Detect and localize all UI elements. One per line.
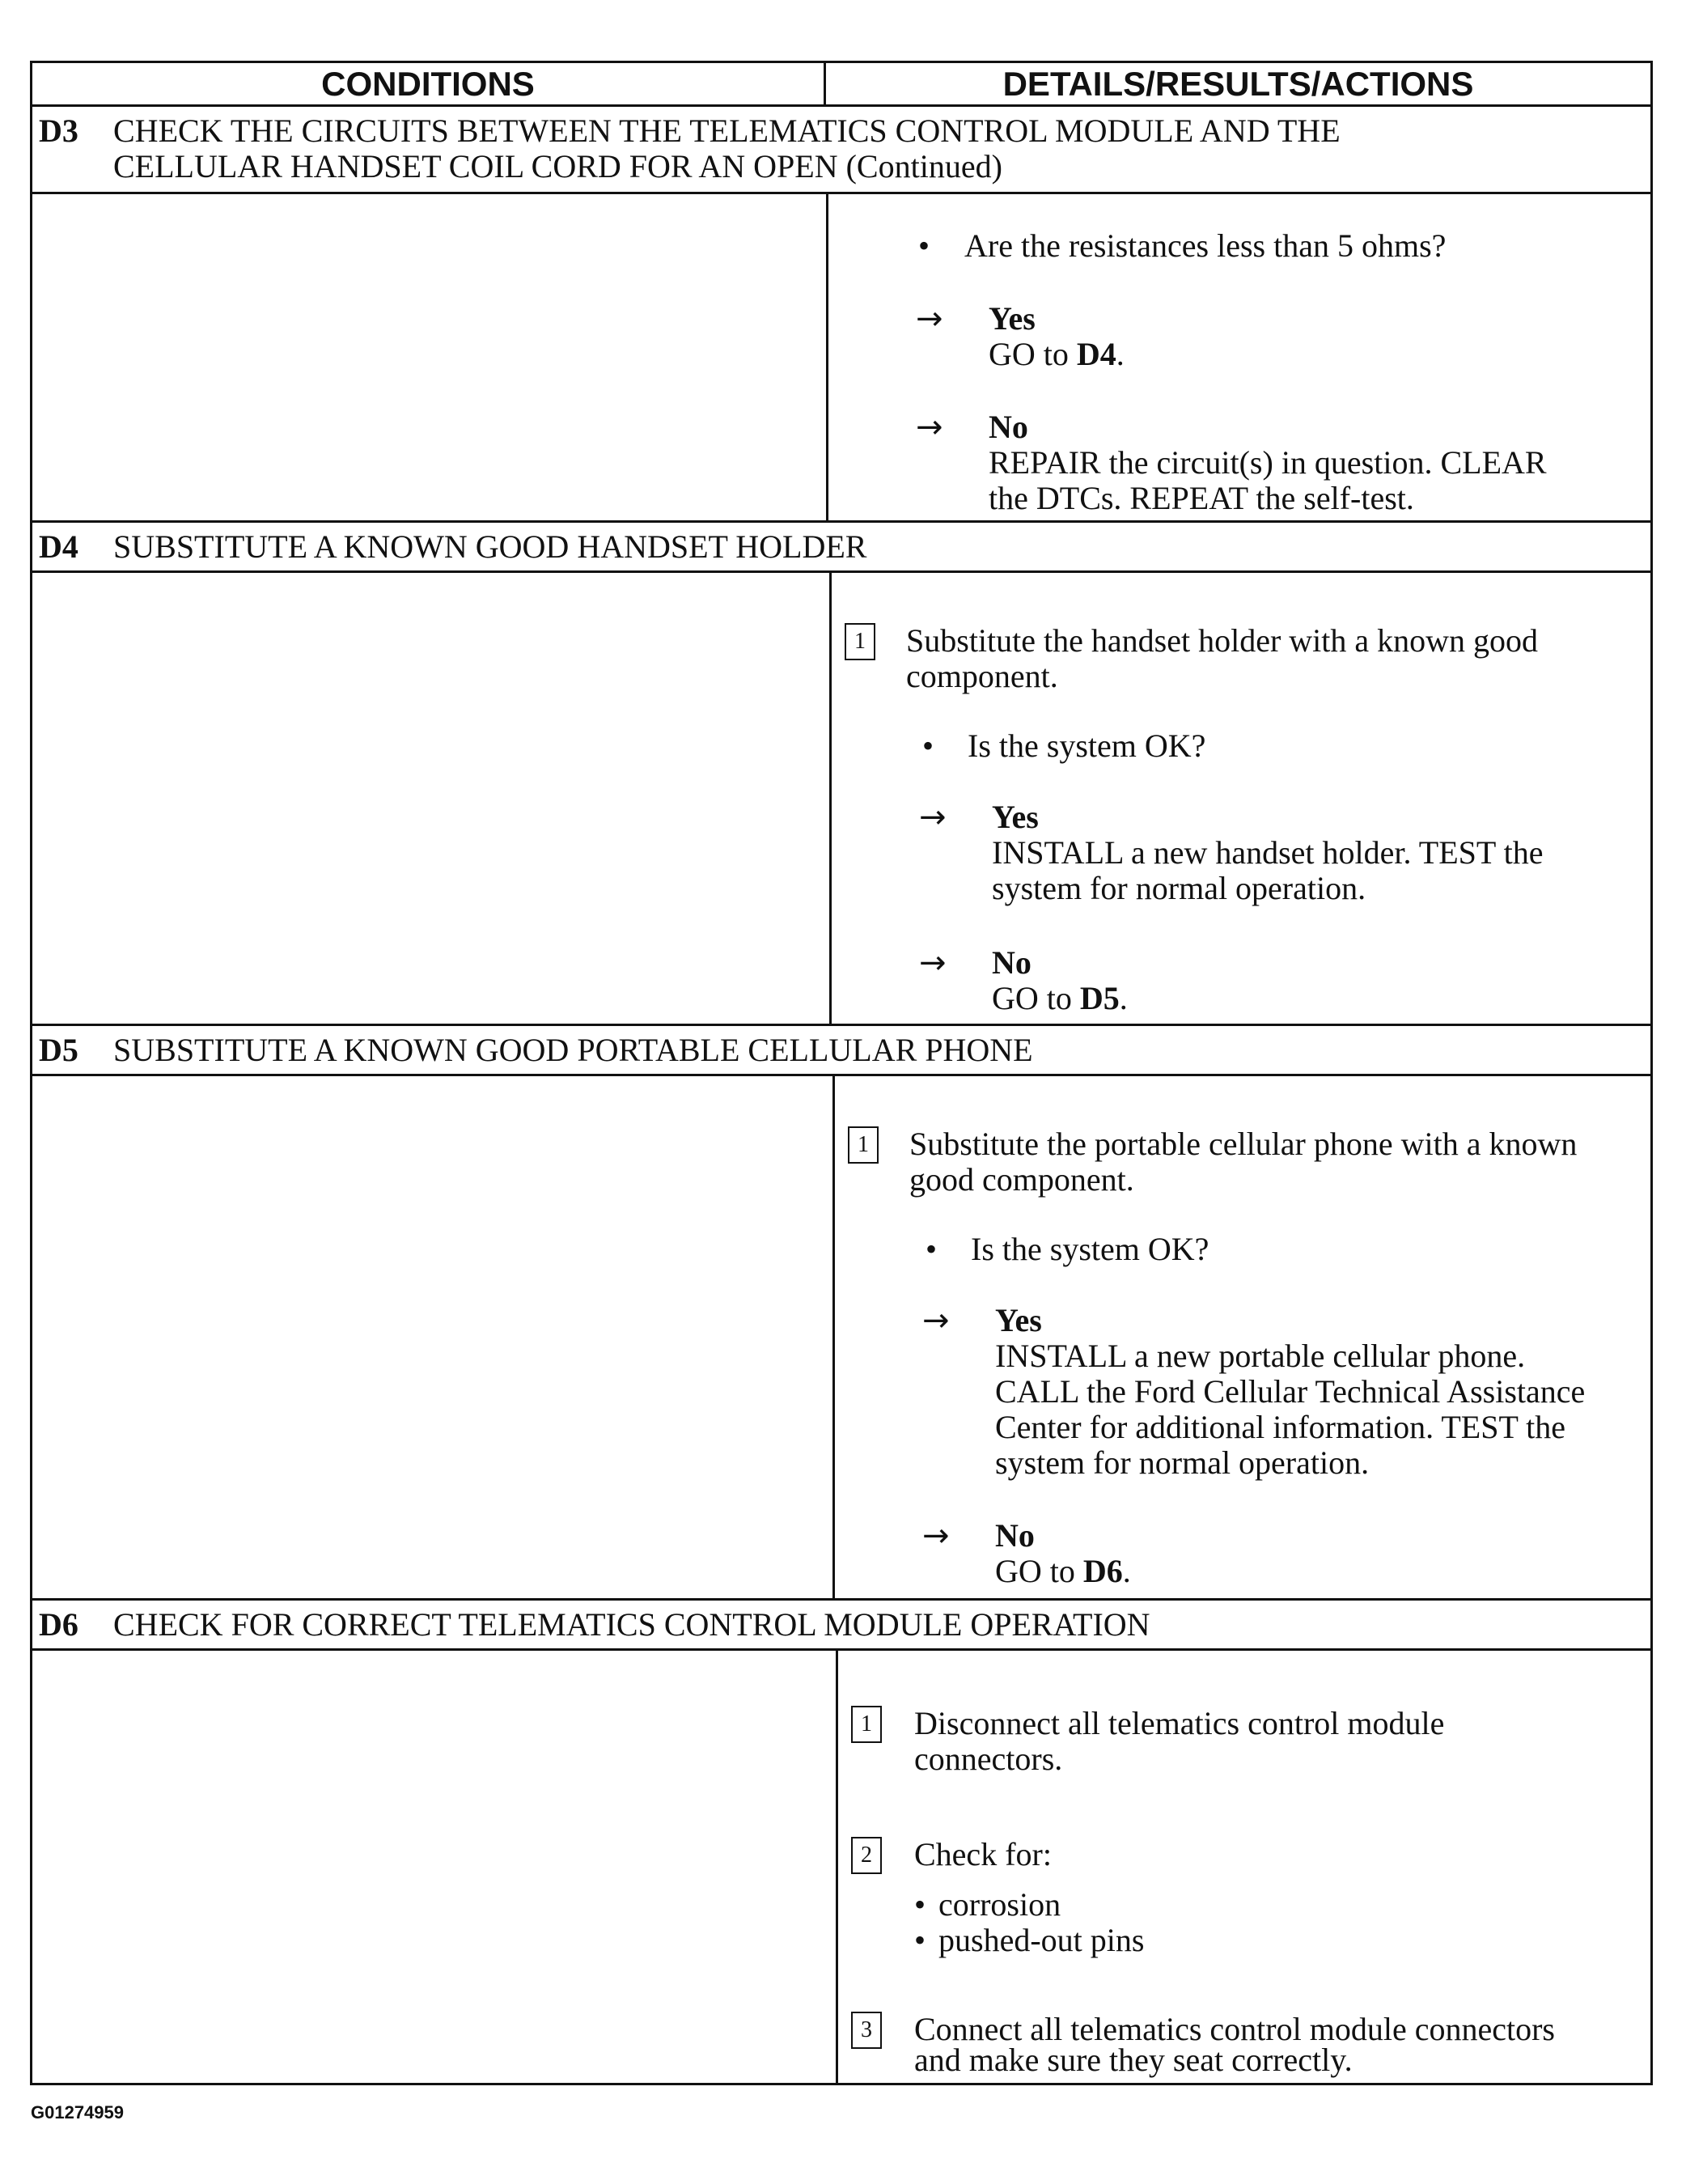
d6-step3-line2: and make sure they seat correctly. (914, 2042, 1353, 2078)
section-d5-body (32, 1076, 1650, 1601)
d6-title: CHECK FOR CORRECT TELEMATICS CONTROL MODULE OPERATION (113, 1606, 1150, 1643)
d5-yes-line4: system for normal operation. (995, 1444, 1370, 1481)
column-divider (826, 194, 828, 520)
arrow-right-icon: → (922, 1517, 950, 1554)
d4-yes-line1: INSTALL a new handset holder. TEST the (992, 834, 1544, 871)
bullet-icon: • (922, 727, 934, 764)
step-number-box: 1 (848, 1126, 879, 1164)
arrow-right-icon: → (922, 1302, 950, 1339)
d5-question: Is the system OK? (971, 1231, 1209, 1267)
d3-no-line2: the DTCs. REPEAT the self-test. (989, 480, 1414, 516)
section-d4-body (32, 573, 1650, 1026)
step-code-d6: D6 (39, 1606, 78, 1643)
d3-yes-action: GO to D4. (989, 336, 1125, 372)
d6-check-item: corrosion (938, 1886, 1061, 1923)
header-conditions: CONDITIONS (32, 63, 826, 104)
d6-step2-text: Check for: (914, 1836, 1052, 1872)
d6-step3-line1: Connect all telematics control module connectors (914, 2011, 1555, 2047)
d5-step1-line2: good component. (909, 1161, 1134, 1198)
d3-yes-label: Yes (989, 300, 1036, 337)
d4-title: SUBSTITUTE A KNOWN GOOD HANDSET HOLDER (113, 528, 867, 565)
table-header (32, 63, 1650, 107)
section-d5-title (32, 1026, 1650, 1076)
d5-title: SUBSTITUTE A KNOWN GOOD PORTABLE CELLULAR PHONE (113, 1032, 1033, 1068)
diagnostic-table (30, 61, 1653, 2085)
d6-step1-line2: connectors. (914, 1741, 1063, 1777)
step-number-box: 3 (851, 2012, 882, 2049)
d4-step1-line2: component. (906, 658, 1058, 694)
arrow-right-icon: → (919, 944, 947, 982)
d5-step1-line1: Substitute the portable cellular phone with a known (909, 1126, 1578, 1162)
d3-no-label: No (989, 409, 1028, 445)
d5-yes-line2: CALL the Ford Cellular Technical Assistance (995, 1373, 1586, 1410)
d5-yes-line1: INSTALL a new portable cellular phone. (995, 1338, 1526, 1374)
d4-question: Is the system OK? (968, 727, 1206, 764)
bullet-icon: • (926, 1231, 938, 1267)
section-d4-title (32, 523, 1650, 573)
step-number-box: 1 (851, 1706, 882, 1743)
d5-no-action: GO to D6. (995, 1553, 1131, 1589)
column-divider (836, 1651, 838, 2083)
d3-title-line1: CHECK THE CIRCUITS BETWEEN THE TELEMATICS CONTROL MODULE AND THE (113, 112, 1341, 149)
arrow-right-icon: → (916, 409, 943, 446)
bullet-icon: • (914, 1922, 926, 1958)
d4-no-label: No (992, 944, 1032, 981)
column-divider (832, 1076, 835, 1598)
d4-yes-line2: system for normal operation. (992, 870, 1366, 906)
bullet-icon: • (918, 227, 930, 264)
step-number-box: 1 (845, 623, 875, 660)
d4-yes-label: Yes (992, 799, 1039, 835)
step-number-box: 2 (851, 1837, 882, 1874)
d3-question: Are the resistances less than 5 ohms? (964, 227, 1447, 264)
bullet-icon: • (914, 1886, 926, 1923)
d4-no-action: GO to D5. (992, 980, 1128, 1016)
d5-yes-line3: Center for additional information. TEST the (995, 1409, 1566, 1445)
d3-no-line1: REPAIR the circuit(s) in question. CLEAR (989, 444, 1547, 481)
section-d3-body (32, 194, 1650, 523)
figure-id: G01274959 (31, 2102, 124, 2123)
section-d6-body (32, 1651, 1650, 2083)
section-d6-title (32, 1601, 1650, 1651)
d6-check-item: pushed-out pins (938, 1922, 1145, 1958)
arrow-right-icon: → (916, 300, 943, 337)
d6-step1-line1: Disconnect all telematics control module (914, 1705, 1445, 1741)
column-divider (829, 573, 832, 1024)
arrow-right-icon: → (919, 799, 947, 836)
step-code-d4: D4 (39, 528, 78, 565)
d3-title-line2: CELLULAR HANDSET COIL CORD FOR AN OPEN (Continued) (113, 148, 1002, 184)
step-code-d3: D3 (39, 112, 78, 149)
step-code-d5: D5 (39, 1032, 78, 1068)
section-d3-title (32, 107, 1650, 194)
header-details: DETAILS/RESULTS/ACTIONS (1002, 64, 1474, 103)
d5-no-label: No (995, 1517, 1035, 1554)
d4-step1-line1: Substitute the handset holder with a known good (906, 622, 1539, 659)
d5-yes-label: Yes (995, 1302, 1042, 1338)
